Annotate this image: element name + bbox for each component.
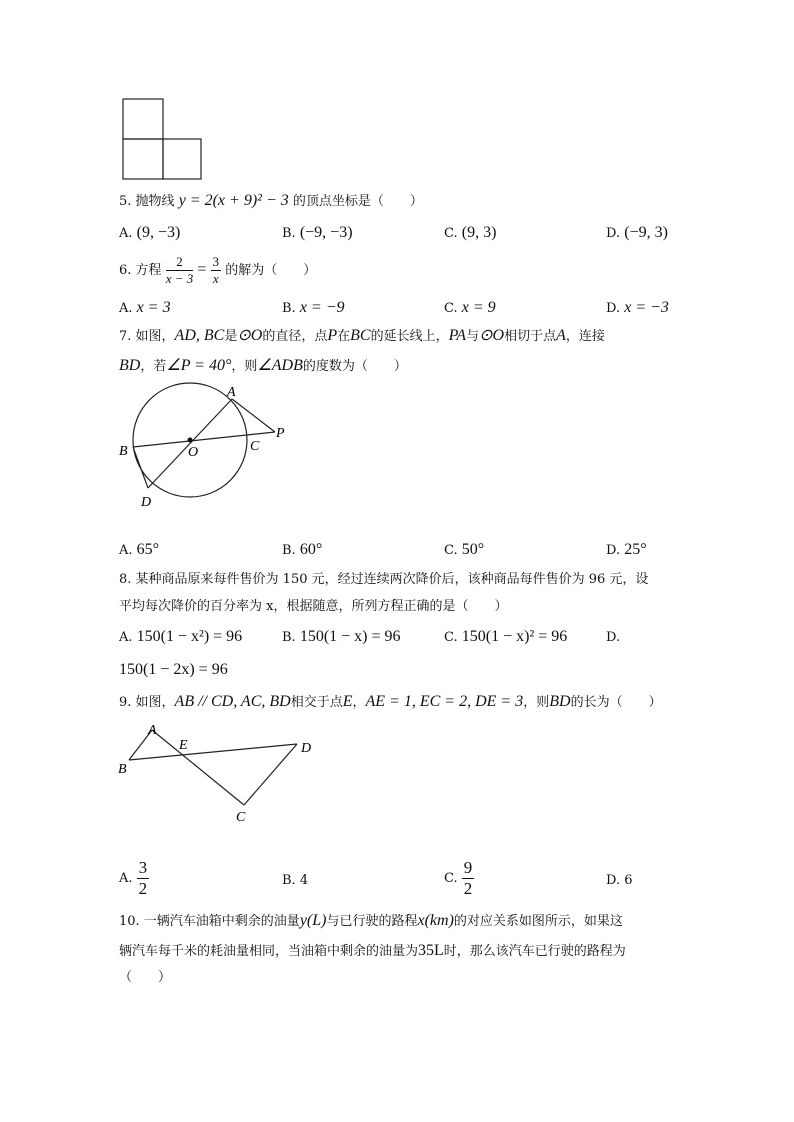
question-10-line-1: 10. 一辆汽车油箱中剩余的油量y(L)与已行驶的路程x(km)的对应关系如图所示，如果这 <box>119 912 623 929</box>
q8-option-d-value: 150(1 − 2x) = 96 <box>119 661 228 678</box>
q7-option-c[interactable]: C. 50° <box>444 541 485 558</box>
q5-text-end: 的顶点坐标是（ ） <box>292 194 423 209</box>
center-point <box>188 438 193 443</box>
label-c: C <box>236 810 246 825</box>
q6-option-c[interactable]: C. x = 9 <box>444 299 496 316</box>
q5-option-b[interactable]: B. (−9, −3) <box>282 224 353 241</box>
question-8-line-1: 8. 某种商品原来每件售价为 150 元，经过连续两次降价后，该种商品每件售价为 96 元，设 <box>119 572 649 587</box>
q6-fraction-2: $\frac{3}{x}$ <box>212 254 220 286</box>
q5-option-d[interactable]: D. (−9, 3) <box>606 224 668 241</box>
question-10-line-2: 辆汽车每千米的耗油量相同，当油箱中剩余的油量为35L时，那么该汽车已行驶的路程为 <box>119 942 626 959</box>
q6-option-d[interactable]: D. x = −3 <box>606 299 669 316</box>
q9-option-c[interactable]: C. $\frac{9}{2}$ <box>444 858 473 898</box>
label-e: E <box>179 738 188 753</box>
label-o: O <box>188 445 199 460</box>
label-b: B <box>118 762 127 777</box>
q9-option-d[interactable]: D. 6 <box>606 873 633 888</box>
q5-option-a[interactable]: A. (9, −3) <box>119 224 181 241</box>
triangle-diagram <box>112 718 322 826</box>
question-7-line-2: BD，若∠P = 40°，则∠ADB的度数为（ ） <box>119 357 407 374</box>
square-bottom-left <box>123 139 163 179</box>
q7-option-a[interactable]: A. 65° <box>119 541 160 558</box>
q8-option-b[interactable]: B. 150(1 − x) = 96 <box>282 628 401 645</box>
line-ap <box>232 399 275 432</box>
line-ac <box>152 730 244 805</box>
question-9-stem: 9. 如图，AB // CD, AC, BD相交于点E，AE = 1, EC = 2, DE = 3，则BD的长为（ ） <box>119 693 662 710</box>
q6-fraction-1: $\frac{2}{x - 3}$ <box>165 254 194 286</box>
label-c: C <box>250 439 260 454</box>
q5-option-c[interactable]: C. (9, 3) <box>444 224 497 241</box>
question-10-line-3: （ ） <box>119 970 172 985</box>
square-bottom-right <box>163 139 201 179</box>
square-top <box>123 99 163 139</box>
label-a: A <box>227 385 236 400</box>
q6-option-a[interactable]: A. x = 3 <box>119 299 171 316</box>
line-cd <box>244 744 297 805</box>
q5-formula: y = 2(x + 9)² − 3 <box>178 192 289 209</box>
q9-option-b[interactable]: B. 4 <box>282 873 309 888</box>
q8-option-c[interactable]: C. 150(1 − x)² = 96 <box>444 628 568 645</box>
label-b: B <box>119 444 128 459</box>
q7-option-b[interactable]: B. 60° <box>282 541 323 558</box>
question-5-stem <box>119 191 423 212</box>
label-a: A <box>148 723 157 738</box>
q5-text: 5. 抛物线 <box>119 194 175 209</box>
label-p: P <box>276 426 285 441</box>
question-7-line-1: 7. 如图，AD, BC是⊙O的直径，点P在BC的延长线上，PA与⊙O相切于点A，连接 <box>119 327 605 344</box>
q9-option-a[interactable]: A. $\frac{3}{2}$ <box>119 858 148 898</box>
circle-diagram <box>110 380 300 515</box>
q8-option-a[interactable]: A. 150(1 − x²) = 96 <box>119 628 243 645</box>
square-grid-figure <box>118 94 208 184</box>
q6-option-b[interactable]: B. x = −9 <box>282 299 345 316</box>
q8-option-d[interactable]: D. <box>606 630 621 645</box>
question-6-stem: 6. 方程 $\frac{2}{x - 3}$ = $\frac{3}{x}$ 的解为（ ） <box>119 254 317 286</box>
label-d: D <box>301 741 312 756</box>
label-d: D <box>141 495 152 510</box>
line-bd <box>129 744 297 760</box>
question-8-line-2: 平均每次降价的百分率为 x，根据随意，所列方程正确的是（ ） <box>119 599 508 614</box>
q7-option-d[interactable]: D. 25° <box>606 541 647 558</box>
line-bd <box>133 447 148 488</box>
